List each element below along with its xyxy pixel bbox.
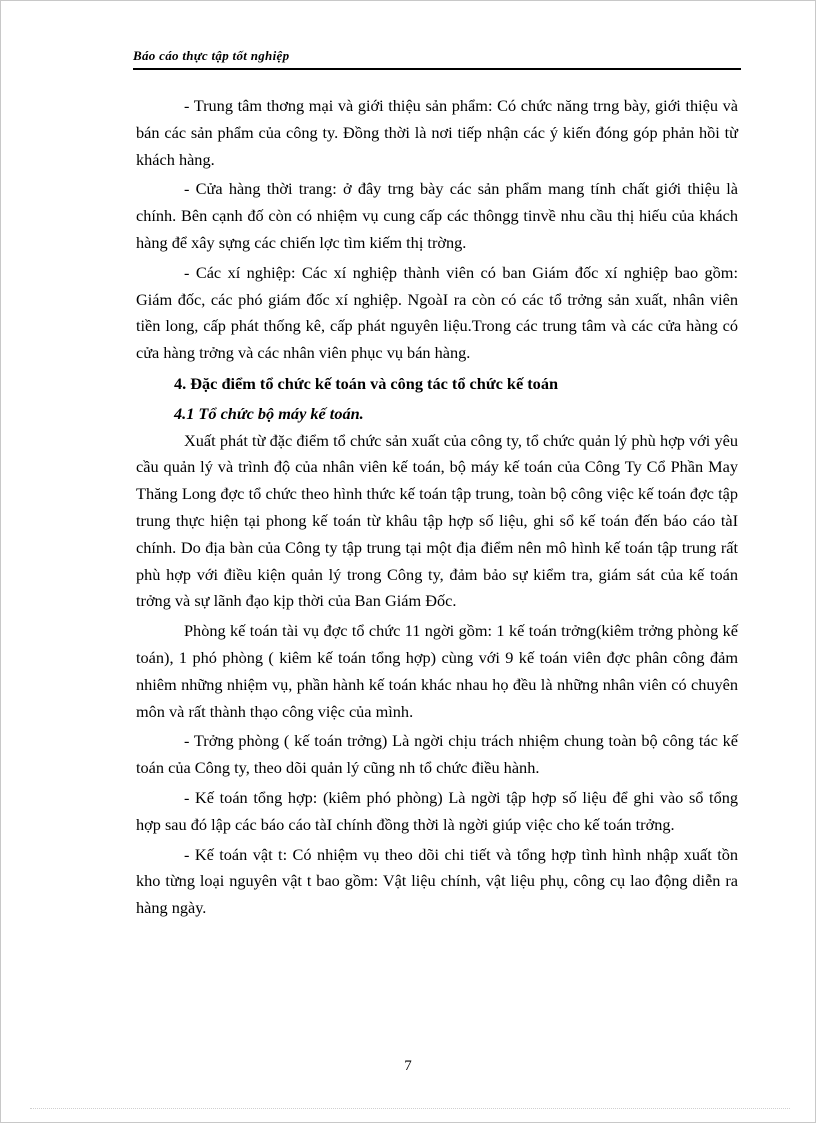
paragraph-accounting-structure: Xuất phát từ đặc điểm tổ chức sản xuất của công ty, tổ chức quản lý phù hợp với yêu cầu quản lý và trình độ của nhân viên kế toán, bộ máy kế toán của Công Ty Cổ Phần May Thăng Long đợc tổ chức theo hình thức kế toán tập trung, toàn bộ công việc kế toán đợc tập trung thực hiện tại phong kế toán từ khâu tập hợp số liệu, ghi sổ kế toán đến báo cáo tàI chính. Do địa bàn của Công ty tập trung tại một địa điểm nên mô hình kế toán tập trung rất phù hợp với điều kiện quản lý trong Công ty, đảm bảo sự kiểm tra, giám sát của kế toán trởng và sự lãnh đạo kịp thời của Ban Giám Đốc. xyxy=(136,430,738,611)
paragraph-accounting-staff: Phòng kế toán tài vụ đợc tổ chức 11 ngời gồm: 1 kế toán trởng(kiêm trởng phòng kế toán), 1 phó phòng ( kiêm kế toán tổng hợp) cùng với 9 kế toán viên đợc phân công đảm nhiêm những nhiệm vụ, phần hành kế toán khác nhau họ đều là những nhân viên có chuyên môn và rất thành thạo công việc của mình. xyxy=(136,621,738,721)
paragraph-trade-center: - Trung tâm thơng mại và giới thiệu sản phẩm: Có chức năng trng bày, giới thiệu và bán các sản phẩm của công ty. Đồng thời là nơi tiếp nhận các ý kiến đóng góp phản hồi từ khách hàng. xyxy=(136,96,738,169)
paragraph-general-accountant: - Kế toán tổng hợp: (kiêm phó phòng) Là ngời tập hợp số liệu để ghi vào sổ tổng hợp sau đó lập các báo cáo tàI chính đồng thời là ngời giúp việc cho kế toán trởng. xyxy=(136,787,738,834)
running-header xyxy=(133,48,741,70)
header-title: Báo cáo thực tập tốt nghiệp xyxy=(133,48,290,63)
paragraph-fashion-store: - Cửa hàng thời trang: ở đây trng bày các sản phẩm mang tính chất giới thiệu là chính. Bên cạnh đố còn có nhiệm vụ cung cấp các thôngg tinvề nhu cầu thị hiếu của khách hàng để xây sựng các chiến lợc tìm kiếm thị trờng. xyxy=(136,179,738,252)
paragraph-chief-accountant: - Trởng phòng ( kế toán trởng) Là ngời chịu trách nhiệm chung toàn bộ công tác kế toán của Công ty, theo dõi quản lý cũng nh tổ chức điều hành. xyxy=(136,731,738,778)
document-body xyxy=(136,93,738,922)
footer-divider xyxy=(30,1108,790,1109)
page-number: 7 xyxy=(404,1058,412,1074)
paragraph-enterprises: - Các xí nghiệp: Các xí nghiệp thành viên có ban Giám đốc xí nghiệp bao gồm: Giám đốc, các phó giám đốc xí nghiệp. NgoàI ra còn có các tổ trởng sản xuất, nhân viên tiền long, cấp phát thống kê, cấp phát nguyên liệu.Trong các trung tâm và các cửa hàng có cửa hàng trởng và các nhân viên phục vụ bán hàng. xyxy=(136,262,738,363)
subsection-heading: 4.1 Tổ chức bộ máy kế toán. xyxy=(174,403,364,423)
paragraph-materials-accountant: - Kế toán vật t: Có nhiệm vụ theo dõi chi tiết và tổng hợp tình hình nhập xuất tồn kho từng loại nguyên vật t bao gồm: Vật liệu chính, vật liệu phụ, công cụ lao động diễn ra hàng ngày. xyxy=(136,844,738,918)
section-heading: 4. Đặc điểm tổ chức kế toán và công tác tổ chức kế toán xyxy=(174,373,559,393)
